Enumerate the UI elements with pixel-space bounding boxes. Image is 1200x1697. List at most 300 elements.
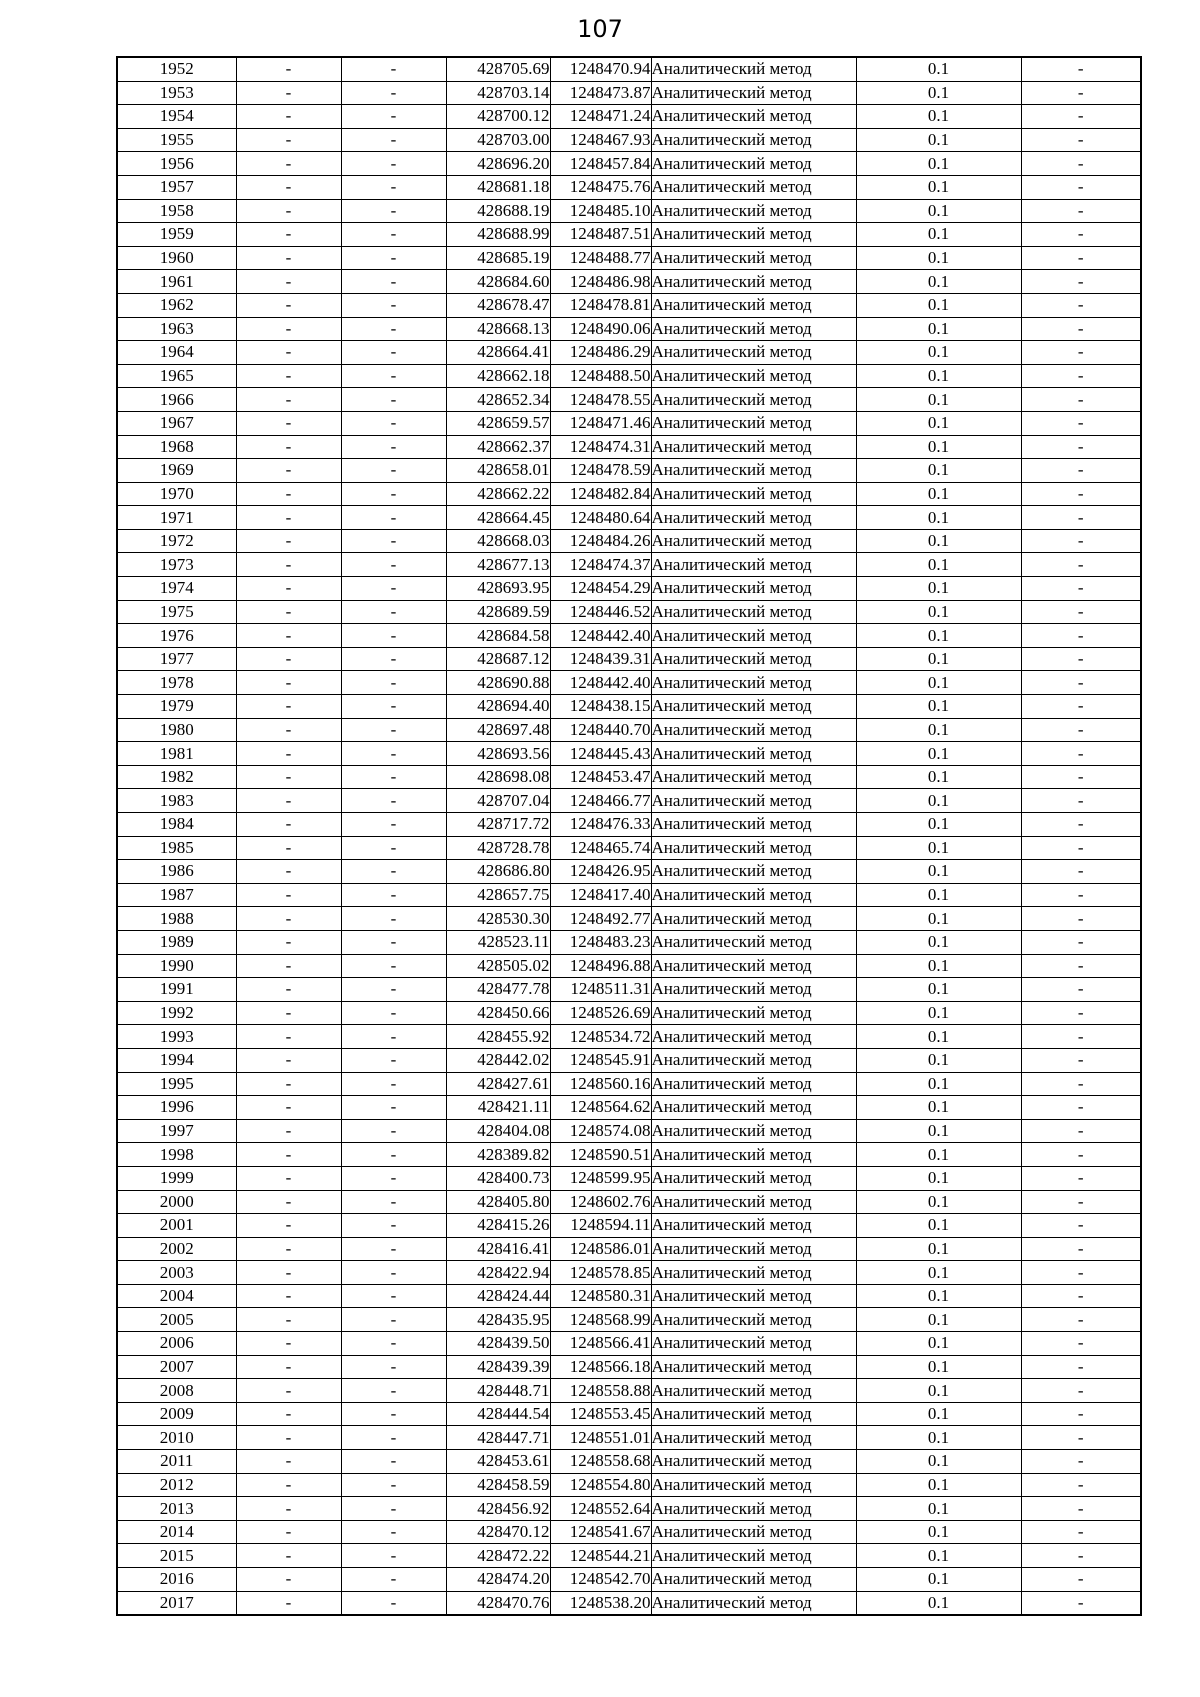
method-cell: Аналитический метод <box>651 1214 856 1238</box>
table-row <box>117 1072 1141 1096</box>
point-number-cell: 2008 <box>117 1379 236 1403</box>
table-row <box>117 1284 1141 1308</box>
x-coordinate-cell: 428681.18 <box>446 175 550 199</box>
accuracy-cell: 0.1 <box>856 978 1021 1002</box>
method-cell: Аналитический метод <box>651 152 856 176</box>
table-row <box>117 930 1141 954</box>
dash-cell: - <box>1021 1284 1141 1308</box>
dash-cell: - <box>236 1166 341 1190</box>
x-coordinate-cell: 428688.19 <box>446 199 550 223</box>
table-row <box>117 388 1141 412</box>
dash-cell: - <box>341 388 446 412</box>
accuracy-cell: 0.1 <box>856 317 1021 341</box>
method-cell: Аналитический метод <box>651 624 856 648</box>
dash-cell: - <box>341 105 446 129</box>
method-cell: Аналитический метод <box>651 1332 856 1356</box>
method-cell: Аналитический метод <box>651 954 856 978</box>
y-coordinate-cell: 1248511.31 <box>550 978 651 1002</box>
y-coordinate-cell: 1248445.43 <box>550 742 651 766</box>
dash-cell: - <box>341 954 446 978</box>
x-coordinate-cell: 428688.99 <box>446 223 550 247</box>
point-number-cell: 1997 <box>117 1119 236 1143</box>
x-coordinate-cell: 428697.48 <box>446 718 550 742</box>
dash-cell: - <box>341 81 446 105</box>
table-row <box>117 1520 1141 1544</box>
dash-cell: - <box>341 1544 446 1568</box>
dash-cell: - <box>236 1190 341 1214</box>
table-row <box>117 1166 1141 1190</box>
dash-cell: - <box>236 482 341 506</box>
point-number-cell: 1952 <box>117 57 236 81</box>
dash-cell: - <box>341 411 446 435</box>
point-number-cell: 1996 <box>117 1096 236 1120</box>
point-number-cell: 1966 <box>117 388 236 412</box>
accuracy-cell: 0.1 <box>856 128 1021 152</box>
table-row <box>117 671 1141 695</box>
y-coordinate-cell: 1248439.31 <box>550 647 651 671</box>
table-row <box>117 1450 1141 1474</box>
table-row <box>117 742 1141 766</box>
dash-cell: - <box>236 1072 341 1096</box>
table-row <box>117 411 1141 435</box>
method-cell: Аналитический метод <box>651 270 856 294</box>
y-coordinate-cell: 1248554.80 <box>550 1473 651 1497</box>
dash-cell: - <box>341 1450 446 1474</box>
table-row <box>117 907 1141 931</box>
y-coordinate-cell: 1248446.52 <box>550 600 651 624</box>
method-cell: Аналитический метод <box>651 577 856 601</box>
method-cell: Аналитический метод <box>651 1143 856 1167</box>
accuracy-cell: 0.1 <box>856 1048 1021 1072</box>
table-row <box>117 459 1141 483</box>
table-row <box>117 435 1141 459</box>
accuracy-cell: 0.1 <box>856 600 1021 624</box>
y-coordinate-cell: 1248442.40 <box>550 671 651 695</box>
dash-cell: - <box>1021 553 1141 577</box>
point-number-cell: 2017 <box>117 1591 236 1615</box>
dash-cell: - <box>1021 1497 1141 1521</box>
method-cell: Аналитический метод <box>651 1261 856 1285</box>
dash-cell: - <box>1021 128 1141 152</box>
method-cell: Аналитический метод <box>651 529 856 553</box>
x-coordinate-cell: 428684.60 <box>446 270 550 294</box>
y-coordinate-cell: 1248542.70 <box>550 1568 651 1592</box>
dash-cell: - <box>341 1355 446 1379</box>
dash-cell: - <box>341 1308 446 1332</box>
point-number-cell: 1981 <box>117 742 236 766</box>
accuracy-cell: 0.1 <box>856 411 1021 435</box>
dash-cell: - <box>1021 930 1141 954</box>
dash-cell: - <box>341 223 446 247</box>
accuracy-cell: 0.1 <box>856 506 1021 530</box>
method-cell: Аналитический метод <box>651 57 856 81</box>
method-cell: Аналитический метод <box>651 482 856 506</box>
table-row <box>117 223 1141 247</box>
dash-cell: - <box>236 577 341 601</box>
method-cell: Аналитический метод <box>651 223 856 247</box>
dash-cell: - <box>1021 1096 1141 1120</box>
dash-cell: - <box>236 553 341 577</box>
point-number-cell: 1974 <box>117 577 236 601</box>
y-coordinate-cell: 1248526.69 <box>550 1001 651 1025</box>
y-coordinate-cell: 1248602.76 <box>550 1190 651 1214</box>
dash-cell: - <box>236 1426 341 1450</box>
dash-cell: - <box>1021 1261 1141 1285</box>
point-number-cell: 2003 <box>117 1261 236 1285</box>
point-number-cell: 1973 <box>117 553 236 577</box>
y-coordinate-cell: 1248568.99 <box>550 1308 651 1332</box>
method-cell: Аналитический метод <box>651 836 856 860</box>
accuracy-cell: 0.1 <box>856 199 1021 223</box>
table-row <box>117 695 1141 719</box>
dash-cell: - <box>1021 1001 1141 1025</box>
method-cell: Аналитический метод <box>651 930 856 954</box>
dash-cell: - <box>236 907 341 931</box>
method-cell: Аналитический метод <box>651 364 856 388</box>
dash-cell: - <box>236 1379 341 1403</box>
table-row <box>117 860 1141 884</box>
table-row <box>117 954 1141 978</box>
y-coordinate-cell: 1248534.72 <box>550 1025 651 1049</box>
accuracy-cell: 0.1 <box>856 577 1021 601</box>
dash-cell: - <box>341 1001 446 1025</box>
y-coordinate-cell: 1248544.21 <box>550 1544 651 1568</box>
dash-cell: - <box>1021 577 1141 601</box>
point-number-cell: 1956 <box>117 152 236 176</box>
x-coordinate-cell: 428685.19 <box>446 246 550 270</box>
x-coordinate-cell: 428707.04 <box>446 789 550 813</box>
point-number-cell: 1962 <box>117 293 236 317</box>
method-cell: Аналитический метод <box>651 175 856 199</box>
table-row <box>117 1048 1141 1072</box>
point-number-cell: 1970 <box>117 482 236 506</box>
table-row <box>117 1001 1141 1025</box>
dash-cell: - <box>236 860 341 884</box>
accuracy-cell: 0.1 <box>856 1284 1021 1308</box>
dash-cell: - <box>236 1096 341 1120</box>
dash-cell: - <box>236 364 341 388</box>
accuracy-cell: 0.1 <box>856 718 1021 742</box>
point-number-cell: 1957 <box>117 175 236 199</box>
method-cell: Аналитический метод <box>651 246 856 270</box>
x-coordinate-cell: 428447.71 <box>446 1426 550 1450</box>
y-coordinate-cell: 1248471.46 <box>550 411 651 435</box>
dash-cell: - <box>1021 529 1141 553</box>
point-number-cell: 2016 <box>117 1568 236 1592</box>
y-coordinate-cell: 1248599.95 <box>550 1166 651 1190</box>
y-coordinate-cell: 1248486.98 <box>550 270 651 294</box>
table-row <box>117 789 1141 813</box>
dash-cell: - <box>236 647 341 671</box>
x-coordinate-cell: 428416.41 <box>446 1237 550 1261</box>
y-coordinate-cell: 1248453.47 <box>550 765 651 789</box>
dash-cell: - <box>1021 1143 1141 1167</box>
accuracy-cell: 0.1 <box>856 223 1021 247</box>
accuracy-cell: 0.1 <box>856 459 1021 483</box>
point-number-cell: 1988 <box>117 907 236 931</box>
page-number: 107 <box>577 15 623 43</box>
dash-cell: - <box>236 978 341 1002</box>
accuracy-cell: 0.1 <box>856 270 1021 294</box>
dash-cell: - <box>236 1497 341 1521</box>
dash-cell: - <box>1021 1520 1141 1544</box>
dash-cell: - <box>1021 1450 1141 1474</box>
y-coordinate-cell: 1248566.18 <box>550 1355 651 1379</box>
dash-cell: - <box>236 223 341 247</box>
dash-cell: - <box>1021 954 1141 978</box>
accuracy-cell: 0.1 <box>856 1568 1021 1592</box>
dash-cell: - <box>341 152 446 176</box>
dash-cell: - <box>1021 246 1141 270</box>
y-coordinate-cell: 1248558.68 <box>550 1450 651 1474</box>
method-cell: Аналитический метод <box>651 1119 856 1143</box>
table-row <box>117 128 1141 152</box>
dash-cell: - <box>341 364 446 388</box>
method-cell: Аналитический метод <box>651 1355 856 1379</box>
dash-cell: - <box>1021 1308 1141 1332</box>
method-cell: Аналитический метод <box>651 1568 856 1592</box>
point-number-cell: 1991 <box>117 978 236 1002</box>
accuracy-cell: 0.1 <box>856 435 1021 459</box>
accuracy-cell: 0.1 <box>856 647 1021 671</box>
x-coordinate-cell: 428694.40 <box>446 695 550 719</box>
accuracy-cell: 0.1 <box>856 1190 1021 1214</box>
accuracy-cell: 0.1 <box>856 341 1021 365</box>
table-row <box>117 624 1141 648</box>
accuracy-cell: 0.1 <box>856 529 1021 553</box>
table-row <box>117 978 1141 1002</box>
accuracy-cell: 0.1 <box>856 364 1021 388</box>
table-row <box>117 836 1141 860</box>
y-coordinate-cell: 1248564.62 <box>550 1096 651 1120</box>
table-row <box>117 81 1141 105</box>
dash-cell: - <box>1021 1379 1141 1403</box>
dash-cell: - <box>1021 1072 1141 1096</box>
method-cell: Аналитический метод <box>651 742 856 766</box>
dash-cell: - <box>236 1473 341 1497</box>
y-coordinate-cell: 1248483.23 <box>550 930 651 954</box>
y-coordinate-cell: 1248454.29 <box>550 577 651 601</box>
method-cell: Аналитический метод <box>651 293 856 317</box>
dash-cell: - <box>341 459 446 483</box>
x-coordinate-cell: 428703.00 <box>446 128 550 152</box>
dash-cell: - <box>1021 836 1141 860</box>
point-number-cell: 1977 <box>117 647 236 671</box>
dash-cell: - <box>341 978 446 1002</box>
x-coordinate-cell: 428422.94 <box>446 1261 550 1285</box>
x-coordinate-cell: 428450.66 <box>446 1001 550 1025</box>
dash-cell: - <box>1021 1048 1141 1072</box>
method-cell: Аналитический метод <box>651 411 856 435</box>
point-number-cell: 1983 <box>117 789 236 813</box>
point-number-cell: 1954 <box>117 105 236 129</box>
y-coordinate-cell: 1248438.15 <box>550 695 651 719</box>
table-row <box>117 1568 1141 1592</box>
dash-cell: - <box>236 57 341 81</box>
table-row <box>117 1497 1141 1521</box>
point-number-cell: 1971 <box>117 506 236 530</box>
dash-cell: - <box>341 482 446 506</box>
x-coordinate-cell: 428684.58 <box>446 624 550 648</box>
accuracy-cell: 0.1 <box>856 836 1021 860</box>
dash-cell: - <box>236 954 341 978</box>
dash-cell: - <box>1021 506 1141 530</box>
dash-cell: - <box>341 695 446 719</box>
dash-cell: - <box>341 506 446 530</box>
table-row <box>117 1214 1141 1238</box>
dash-cell: - <box>341 1214 446 1238</box>
x-coordinate-cell: 428664.41 <box>446 341 550 365</box>
dash-cell: - <box>1021 482 1141 506</box>
y-coordinate-cell: 1248541.67 <box>550 1520 651 1544</box>
dash-cell: - <box>1021 435 1141 459</box>
dash-cell: - <box>236 105 341 129</box>
x-coordinate-cell: 428505.02 <box>446 954 550 978</box>
x-coordinate-cell: 428389.82 <box>446 1143 550 1167</box>
dash-cell: - <box>1021 175 1141 199</box>
point-number-cell: 1976 <box>117 624 236 648</box>
accuracy-cell: 0.1 <box>856 930 1021 954</box>
method-cell: Аналитический метод <box>651 105 856 129</box>
dash-cell: - <box>341 789 446 813</box>
dash-cell: - <box>236 671 341 695</box>
x-coordinate-cell: 428658.01 <box>446 459 550 483</box>
point-number-cell: 2015 <box>117 1544 236 1568</box>
table-row <box>117 364 1141 388</box>
accuracy-cell: 0.1 <box>856 954 1021 978</box>
point-number-cell: 1998 <box>117 1143 236 1167</box>
accuracy-cell: 0.1 <box>856 907 1021 931</box>
accuracy-cell: 0.1 <box>856 81 1021 105</box>
dash-cell: - <box>236 293 341 317</box>
y-coordinate-cell: 1248465.74 <box>550 836 651 860</box>
accuracy-cell: 0.1 <box>856 1591 1021 1615</box>
dash-cell: - <box>341 1284 446 1308</box>
x-coordinate-cell: 428404.08 <box>446 1119 550 1143</box>
dash-cell: - <box>1021 600 1141 624</box>
method-cell: Аналитический метод <box>651 1166 856 1190</box>
table-row <box>117 317 1141 341</box>
dash-cell: - <box>1021 742 1141 766</box>
accuracy-cell: 0.1 <box>856 105 1021 129</box>
point-number-cell: 1963 <box>117 317 236 341</box>
dash-cell: - <box>1021 647 1141 671</box>
dash-cell: - <box>1021 765 1141 789</box>
dash-cell: - <box>236 1355 341 1379</box>
table-row <box>117 506 1141 530</box>
point-number-cell: 1964 <box>117 341 236 365</box>
y-coordinate-cell: 1248476.33 <box>550 813 651 837</box>
y-coordinate-cell: 1248471.24 <box>550 105 651 129</box>
x-coordinate-cell: 428453.61 <box>446 1450 550 1474</box>
point-number-cell: 2009 <box>117 1402 236 1426</box>
point-number-cell: 1975 <box>117 600 236 624</box>
dash-cell: - <box>341 1568 446 1592</box>
dash-cell: - <box>341 341 446 365</box>
dash-cell: - <box>1021 813 1141 837</box>
dash-cell: - <box>1021 293 1141 317</box>
method-cell: Аналитический метод <box>651 1426 856 1450</box>
accuracy-cell: 0.1 <box>856 1001 1021 1025</box>
accuracy-cell: 0.1 <box>856 1355 1021 1379</box>
table-row <box>117 57 1141 81</box>
x-coordinate-cell: 428668.03 <box>446 529 550 553</box>
dash-cell: - <box>236 341 341 365</box>
accuracy-cell: 0.1 <box>856 293 1021 317</box>
dash-cell: - <box>1021 860 1141 884</box>
table-row <box>117 718 1141 742</box>
point-number-cell: 1992 <box>117 1001 236 1025</box>
method-cell: Аналитический метод <box>651 1544 856 1568</box>
dash-cell: - <box>1021 1332 1141 1356</box>
dash-cell: - <box>341 529 446 553</box>
dash-cell: - <box>1021 364 1141 388</box>
table-row <box>117 341 1141 365</box>
x-coordinate-cell: 428664.45 <box>446 506 550 530</box>
dash-cell: - <box>1021 459 1141 483</box>
method-cell: Аналитический метод <box>651 459 856 483</box>
point-number-cell: 1984 <box>117 813 236 837</box>
x-coordinate-cell: 428662.22 <box>446 482 550 506</box>
x-coordinate-cell: 428652.34 <box>446 388 550 412</box>
accuracy-cell: 0.1 <box>856 765 1021 789</box>
dash-cell: - <box>1021 388 1141 412</box>
y-coordinate-cell: 1248417.40 <box>550 883 651 907</box>
dash-cell: - <box>236 742 341 766</box>
table-row <box>117 1308 1141 1332</box>
point-number-cell: 1995 <box>117 1072 236 1096</box>
accuracy-cell: 0.1 <box>856 860 1021 884</box>
point-number-cell: 1985 <box>117 836 236 860</box>
dash-cell: - <box>1021 81 1141 105</box>
accuracy-cell: 0.1 <box>856 883 1021 907</box>
dash-cell: - <box>341 1048 446 1072</box>
dash-cell: - <box>236 1261 341 1285</box>
dash-cell: - <box>1021 1237 1141 1261</box>
accuracy-cell: 0.1 <box>856 1332 1021 1356</box>
dash-cell: - <box>341 930 446 954</box>
dash-cell: - <box>1021 1214 1141 1238</box>
accuracy-cell: 0.1 <box>856 1402 1021 1426</box>
method-cell: Аналитический метод <box>651 883 856 907</box>
point-number-cell: 1967 <box>117 411 236 435</box>
point-number-cell: 1959 <box>117 223 236 247</box>
x-coordinate-cell: 428689.59 <box>446 600 550 624</box>
y-coordinate-cell: 1248457.84 <box>550 152 651 176</box>
x-coordinate-cell: 428700.12 <box>446 105 550 129</box>
dash-cell: - <box>1021 1568 1141 1592</box>
x-coordinate-cell: 428662.37 <box>446 435 550 459</box>
method-cell: Аналитический метод <box>651 1025 856 1049</box>
dash-cell: - <box>1021 718 1141 742</box>
y-coordinate-cell: 1248467.93 <box>550 128 651 152</box>
accuracy-cell: 0.1 <box>856 1497 1021 1521</box>
table-row <box>117 1237 1141 1261</box>
dash-cell: - <box>341 175 446 199</box>
dash-cell: - <box>341 742 446 766</box>
table-row <box>117 1426 1141 1450</box>
method-cell: Аналитический метод <box>651 1379 856 1403</box>
accuracy-cell: 0.1 <box>856 175 1021 199</box>
table-row <box>117 105 1141 129</box>
table-row <box>117 577 1141 601</box>
dash-cell: - <box>236 1001 341 1025</box>
method-cell: Аналитический метод <box>651 907 856 931</box>
x-coordinate-cell: 428678.47 <box>446 293 550 317</box>
point-number-cell: 2014 <box>117 1520 236 1544</box>
x-coordinate-cell: 428657.75 <box>446 883 550 907</box>
point-number-cell: 2002 <box>117 1237 236 1261</box>
